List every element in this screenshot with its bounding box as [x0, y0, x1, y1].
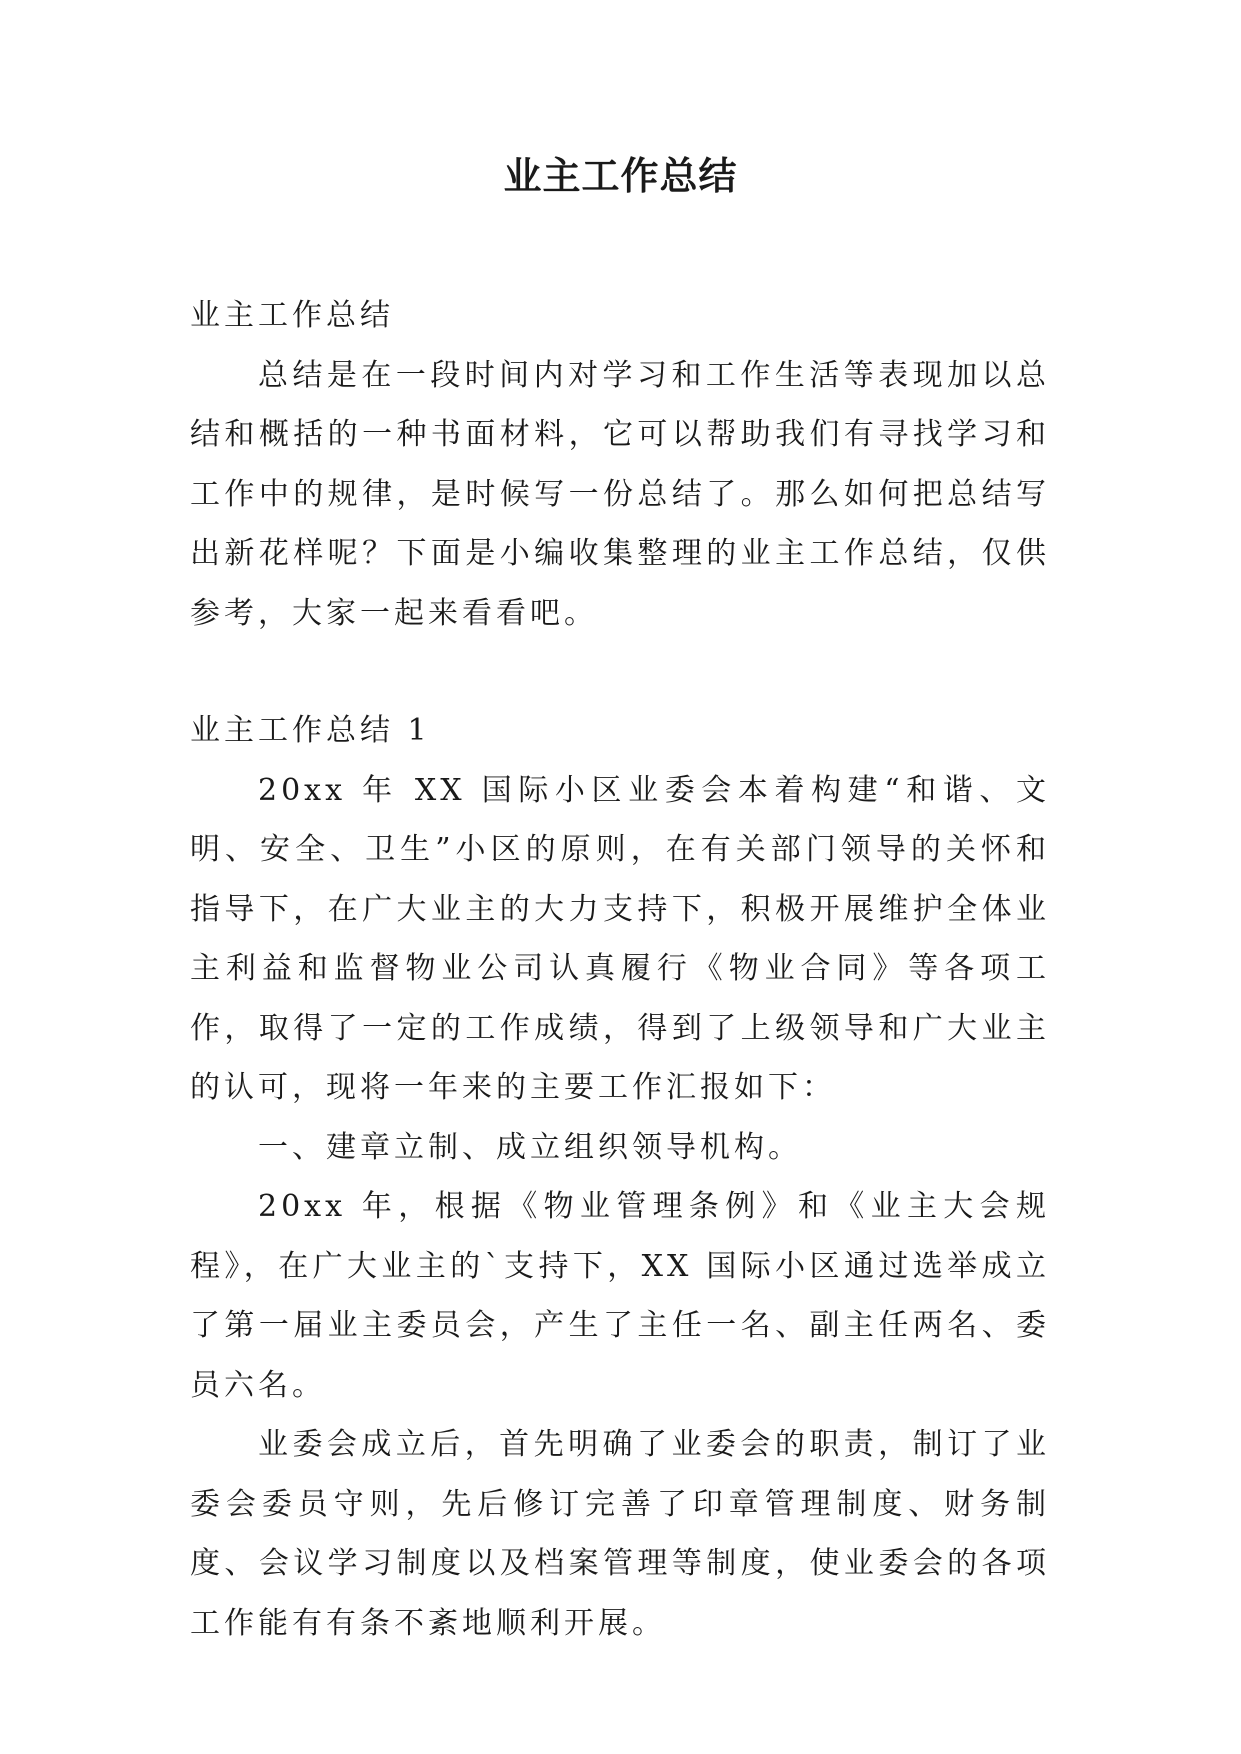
document-title: 业主工作总结 — [503, 154, 738, 198]
document-body — [190, 286, 1050, 1653]
section-1-subheading: 一、建章立制、成立组织领导机构。 — [258, 1129, 802, 1165]
section-1-heading: 业主工作总结 1 — [190, 713, 431, 748]
section-1-paragraph: 20xx 年，根据《物业管理条例》和《业主大会规程》，在广大业主的`支持下，XX 国际小区通过选举成立了第一届业主委员会，产生了主任一名、副主任两名、委员六名。 — [190, 1189, 1050, 1403]
intro-paragraph: 总结是在一段时间内对学习和工作生活等表现加以总结和概括的一种书面材料，它可以帮助我们有寻找学习和工作中的规律，是时候写一份总结了。那么如何把总结写出新花样呢？下面是小编收集整理的业主工作总结，仅供参考，大家一起来看看吧。 — [190, 357, 1050, 631]
section-1-paragraph: 业委会成立后，首先明确了业委会的职责，制订了业委会委员守则，先后修订完善了印章管理制度、财务制度、会议学习制度以及档案管理等制度，使业委会的各项工作能有有条不紊地顺利开展。 — [190, 1427, 1050, 1641]
section-1-paragraph: 20xx 年 XX 国际小区业委会本着构建“和谐、文明、安全、卫生”小区的原则，在有关部门领导的关怀和指导下，在广大业主的大力支持下，积极开展维护全体业主利益和监督物业公司认真履行《物业合同》等各项工作，取得了一定的工作成绩，得到了上级领导和广大业主的认可，现将一年来的主要工作汇报如下： — [190, 772, 1050, 1105]
intro-heading: 业主工作总结 — [190, 298, 394, 333]
